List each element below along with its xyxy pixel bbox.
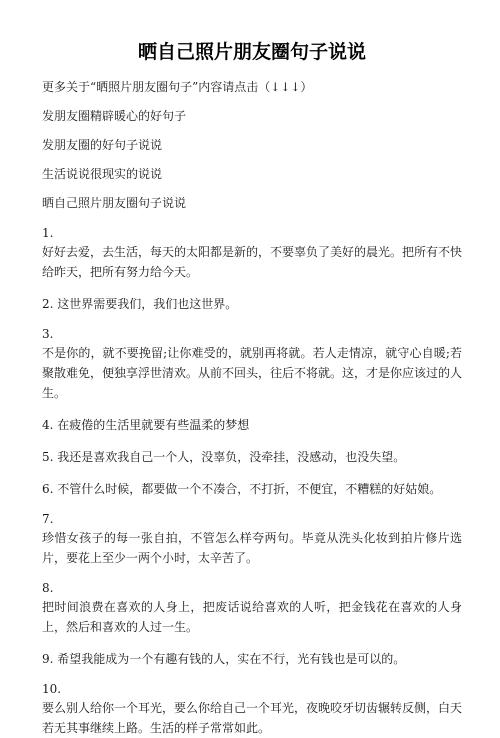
quote-text: 在疲倦的生活里就要有些温柔的梦想 bbox=[57, 418, 250, 432]
quote-text: 珍惜女孩子的每一张自拍，不管怎么样夸两句。毕竟从洗头化妆到拍片修片选片，要花上至少一两个小时，太辛苦了。 bbox=[42, 531, 462, 565]
quote-text: 不管什么时候，都要做一个不凑合，不打折，不便宜，不糟糕的好姑娘。 bbox=[57, 482, 442, 496]
quote-item-4 bbox=[42, 415, 462, 435]
quote-item-1 bbox=[42, 225, 462, 282]
quote-item-3 bbox=[42, 326, 462, 403]
quote-text: 这世界需要我们，我们也这世界。 bbox=[57, 297, 238, 311]
quote-number: 3. bbox=[42, 327, 54, 341]
quote-item-2 bbox=[42, 294, 462, 314]
quote-line bbox=[42, 447, 462, 467]
quote-text: 好好去爱，去生活，每天的太阳都是新的，不要辜负了美好的晨光。把所有不快给昨天，把所有努力给今天。 bbox=[42, 245, 463, 279]
quote-item-10 bbox=[42, 681, 462, 738]
quote-item-8 bbox=[42, 580, 462, 637]
related-links bbox=[42, 78, 462, 212]
page-title: 晒自己照片朋友圈句子说说 bbox=[137, 41, 366, 63]
quote-text: 把时间浪费在喜欢的人身上，把废话说给喜欢的人听，把金钱花在喜欢的人身上，然后和喜欢的人过一生。 bbox=[42, 600, 462, 634]
quote-item-6 bbox=[42, 479, 462, 499]
quote-number: 2. bbox=[42, 297, 54, 311]
quote-number: 4. bbox=[42, 418, 54, 432]
quote-text: 不是你的，就不要挽留;让你难受的，就别再将就。若人走情凉，就守心自暖;若聚散难免，便独享浮世清欢。从前不回头，往后不将就。这，才是你应该过的人生。 bbox=[42, 346, 463, 400]
link-item-1[interactable]: 发朋友圈精辟暖心的好句子 bbox=[42, 109, 187, 123]
quote-number: 10. bbox=[42, 682, 62, 696]
link-item-4[interactable]: 晒自己照片朋友圈句子说说 bbox=[42, 196, 187, 210]
link-item-2[interactable]: 发朋友圈的好句子说说 bbox=[42, 138, 163, 152]
quote-number: 9. bbox=[42, 652, 54, 666]
intro-text: 更多关于“晒照片朋友圈句子”内容请点击（↓↓↓） bbox=[42, 80, 313, 94]
quote-number: 1. bbox=[42, 226, 54, 240]
quote-number: 8. bbox=[42, 581, 54, 595]
quote-line bbox=[42, 294, 462, 314]
quote-item-5 bbox=[42, 447, 462, 467]
quote-line bbox=[42, 479, 462, 499]
quote-text: 要么别人给你一个耳光，要么你给自己一个耳光，夜晚咬牙切齿辗转反侧，白天若无其事继续上路。生活的样子常常如此。 bbox=[42, 701, 463, 735]
quote-line bbox=[42, 415, 462, 435]
link-item-3[interactable]: 生活说说很现实的说说 bbox=[42, 167, 163, 181]
quote-item-7 bbox=[42, 511, 462, 568]
quote-line bbox=[42, 649, 462, 669]
quote-number: 5. bbox=[42, 450, 54, 464]
quote-text: 我还是喜欢我自己一个人，没辜负，没牵挂，没感动，也没失望。 bbox=[57, 450, 406, 464]
quote-text: 希望我能成为一个有趣有钱的人，实在不行，光有钱也是可以的。 bbox=[57, 652, 406, 666]
quote-number: 7. bbox=[42, 512, 54, 526]
quote-number: 6. bbox=[42, 482, 54, 496]
quote-item-9 bbox=[42, 649, 462, 669]
